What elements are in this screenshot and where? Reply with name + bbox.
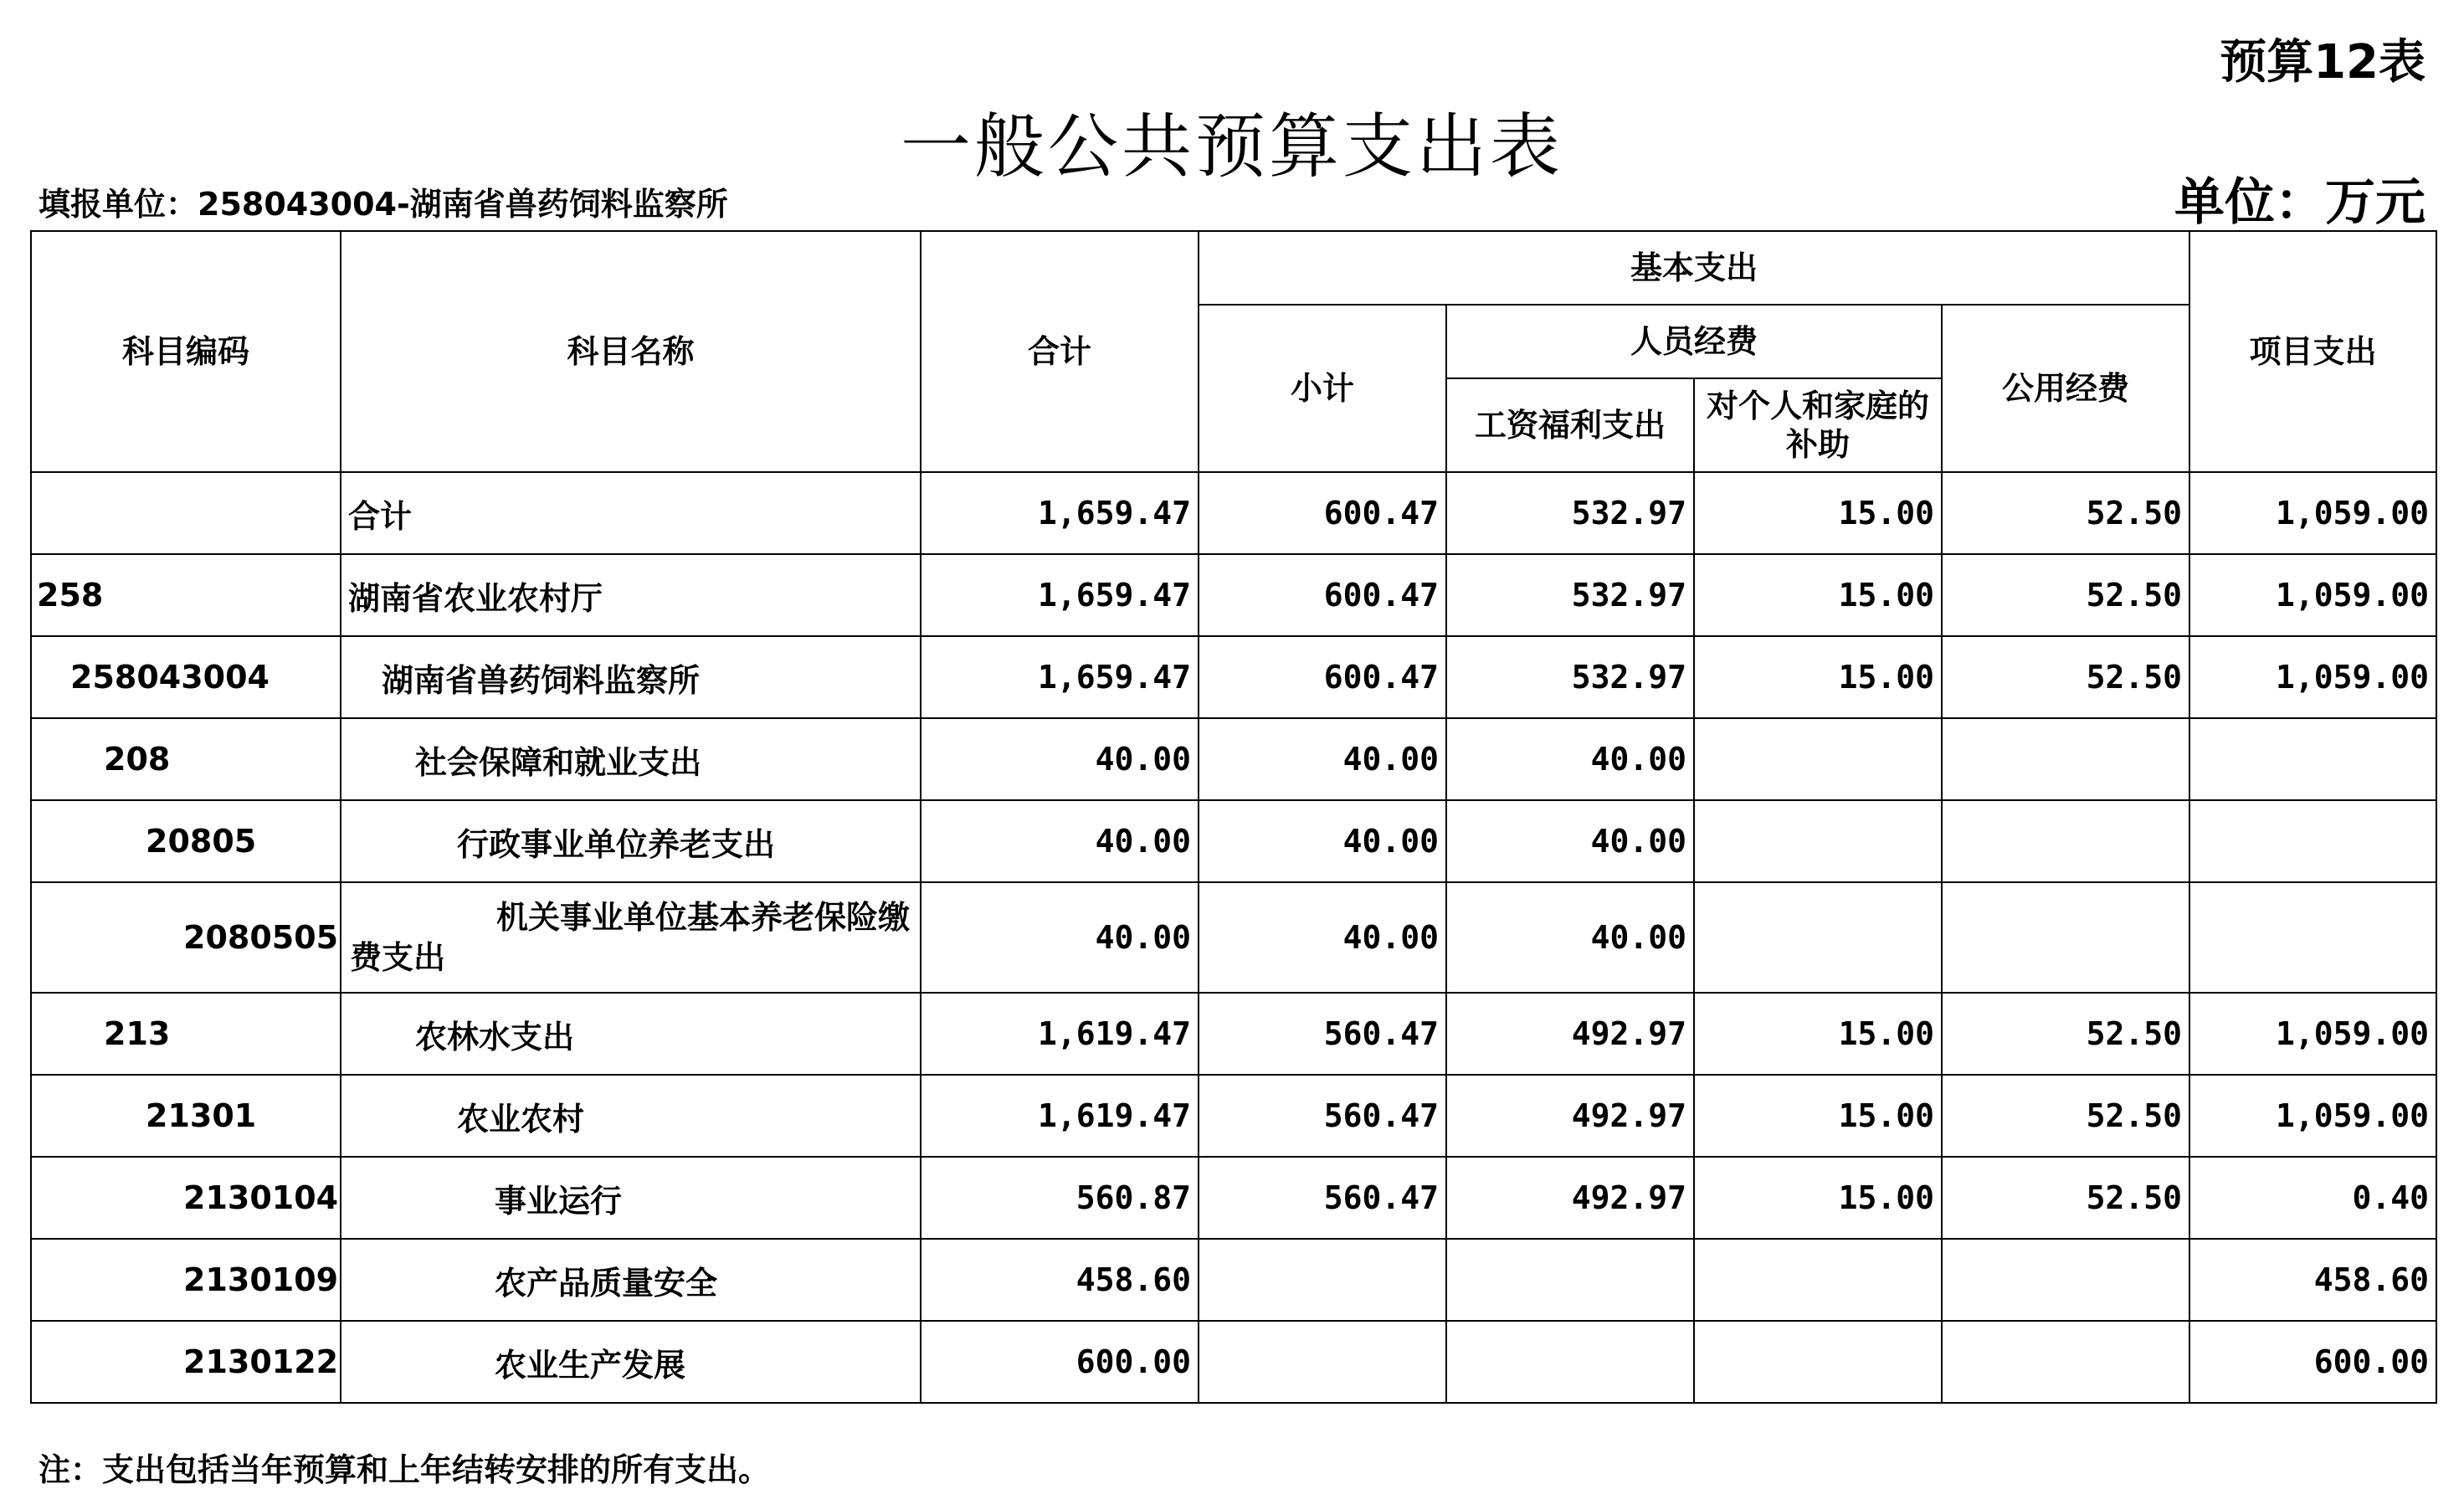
- cell-salary: 40.00: [1446, 718, 1694, 800]
- cell-project: 1,059.00: [2189, 472, 2436, 554]
- table-row: [31, 636, 2436, 718]
- cell-project: 600.00: [2189, 1321, 2436, 1403]
- cell-subtotal: 600.47: [1199, 554, 1446, 636]
- cell-total: 1,659.47: [921, 636, 1199, 718]
- cell-public: 52.50: [1942, 472, 2189, 554]
- cell-project: 1,059.00: [2189, 636, 2436, 718]
- cell-individual: [1694, 1239, 1942, 1321]
- table-body: [31, 472, 2436, 1403]
- table-number: 预算12表: [2220, 35, 2426, 90]
- cell-name: 农业农村: [341, 1075, 921, 1157]
- cell-project: 458.60: [2189, 1239, 2436, 1321]
- table-row: [31, 993, 2436, 1075]
- table-row: [31, 800, 2436, 882]
- cell-salary: [1446, 1239, 1694, 1321]
- cell-total: 1,659.47: [921, 472, 1199, 554]
- cell-individual: 15.00: [1694, 1157, 1942, 1239]
- header-project: 项目支出: [2189, 231, 2436, 472]
- cell-name: 湖南省兽药饲料监察所: [341, 636, 921, 718]
- cell-subtotal: [1199, 1239, 1446, 1321]
- table-row: [31, 882, 2436, 993]
- cell-salary: 532.97: [1446, 472, 1694, 554]
- cell-total: 40.00: [921, 718, 1199, 800]
- header-individual: 对个人和家庭的补助: [1694, 378, 1942, 472]
- cell-public: [1942, 882, 2189, 993]
- cell-individual: 15.00: [1694, 636, 1942, 718]
- cell-name: 行政事业单位养老支出: [341, 800, 921, 882]
- cell-total: 560.87: [921, 1157, 1199, 1239]
- cell-code: 258: [31, 554, 341, 636]
- cell-name: 机关事业单位基本养老保险缴费支出: [341, 882, 921, 993]
- cell-project: 1,059.00: [2189, 554, 2436, 636]
- cell-subtotal: 600.47: [1199, 472, 1446, 554]
- cell-individual: 15.00: [1694, 1075, 1942, 1157]
- cell-project: [2189, 718, 2436, 800]
- currency-unit: 单位：万元: [2174, 173, 2426, 232]
- cell-public: 52.50: [1942, 554, 2189, 636]
- cell-subtotal: 40.00: [1199, 718, 1446, 800]
- cell-subtotal: 600.47: [1199, 636, 1446, 718]
- cell-total: 40.00: [921, 882, 1199, 993]
- cell-project: 0.40: [2189, 1157, 2436, 1239]
- cell-subtotal: 40.00: [1199, 882, 1446, 993]
- cell-salary: 492.97: [1446, 993, 1694, 1075]
- header-total: 合计: [921, 231, 1199, 472]
- cell-individual: 15.00: [1694, 472, 1942, 554]
- budget-table: [30, 230, 2437, 1404]
- cell-project: 1,059.00: [2189, 993, 2436, 1075]
- table-row: [31, 1075, 2436, 1157]
- cell-project: 1,059.00: [2189, 1075, 2436, 1157]
- cell-salary: 40.00: [1446, 882, 1694, 993]
- cell-individual: [1694, 718, 1942, 800]
- cell-project: [2189, 800, 2436, 882]
- cell-public: [1942, 718, 2189, 800]
- cell-code: [31, 472, 341, 554]
- cell-salary: 532.97: [1446, 554, 1694, 636]
- table-row: [31, 1157, 2436, 1239]
- header-name: 科目名称: [341, 231, 921, 472]
- cell-individual: [1694, 882, 1942, 993]
- cell-individual: 15.00: [1694, 554, 1942, 636]
- cell-public: 52.50: [1942, 1075, 2189, 1157]
- footnote: 注：支出包括当年预算和上年结转安排的所有支出。: [38, 1451, 771, 1488]
- cell-code: 2130122: [31, 1321, 341, 1403]
- cell-subtotal: 40.00: [1199, 800, 1446, 882]
- cell-public: [1942, 800, 2189, 882]
- cell-name: 农产品质量安全: [341, 1239, 921, 1321]
- cell-individual: 15.00: [1694, 993, 1942, 1075]
- cell-salary: 492.97: [1446, 1157, 1694, 1239]
- cell-subtotal: [1199, 1321, 1446, 1403]
- table-row: [31, 472, 2436, 554]
- cell-subtotal: 560.47: [1199, 1075, 1446, 1157]
- cell-public: [1942, 1239, 2189, 1321]
- header-salary: 工资福利支出: [1446, 378, 1694, 472]
- table-row: [31, 554, 2436, 636]
- cell-public: 52.50: [1942, 993, 2189, 1075]
- cell-code: 2130104: [31, 1157, 341, 1239]
- cell-salary: 532.97: [1446, 636, 1694, 718]
- cell-name: 事业运行: [341, 1157, 921, 1239]
- table-row: [31, 1321, 2436, 1403]
- cell-total: 1,619.47: [921, 1075, 1199, 1157]
- cell-total: 1,659.47: [921, 554, 1199, 636]
- cell-name: 湖南省农业农村厅: [341, 554, 921, 636]
- cell-total: 1,619.47: [921, 993, 1199, 1075]
- filler-unit: 填报单位：258043004-湖南省兽药饲料监察所: [38, 186, 728, 223]
- table-row: [31, 1239, 2436, 1321]
- cell-subtotal: 560.47: [1199, 1157, 1446, 1239]
- cell-salary: 40.00: [1446, 800, 1694, 882]
- cell-code: 213: [31, 993, 341, 1075]
- cell-public: 52.50: [1942, 1157, 2189, 1239]
- cell-name: 社会保障和就业支出: [341, 718, 921, 800]
- header-personnel: 人员经费: [1446, 305, 1942, 378]
- cell-salary: 492.97: [1446, 1075, 1694, 1157]
- cell-salary: [1446, 1321, 1694, 1403]
- cell-code: 2130109: [31, 1239, 341, 1321]
- unit-row: [38, 173, 2426, 232]
- table-row: [31, 718, 2436, 800]
- cell-name: 农业生产发展: [341, 1321, 921, 1403]
- cell-code: 2080505: [31, 882, 341, 993]
- cell-name: 农林水支出: [341, 993, 921, 1075]
- header-basic: 基本支出: [1199, 231, 2189, 305]
- cell-total: 600.00: [921, 1321, 1199, 1403]
- cell-individual: [1694, 1321, 1942, 1403]
- cell-public: [1942, 1321, 2189, 1403]
- cell-subtotal: 560.47: [1199, 993, 1446, 1075]
- table-header: [31, 231, 2436, 472]
- cell-code: 208: [31, 718, 341, 800]
- cell-code: 258043004: [31, 636, 341, 718]
- cell-name: 合计: [341, 472, 921, 554]
- cell-public: 52.50: [1942, 636, 2189, 718]
- cell-total: 458.60: [921, 1239, 1199, 1321]
- cell-project: [2189, 882, 2436, 993]
- page-title: 一般公共预算支出表: [900, 105, 1563, 187]
- header-code: 科目编码: [31, 231, 341, 472]
- cell-code: 20805: [31, 800, 341, 882]
- header-subtotal: 小计: [1199, 305, 1446, 472]
- cell-code: 21301: [31, 1075, 341, 1157]
- header-public: 公用经费: [1942, 305, 2189, 472]
- cell-individual: [1694, 800, 1942, 882]
- cell-total: 40.00: [921, 800, 1199, 882]
